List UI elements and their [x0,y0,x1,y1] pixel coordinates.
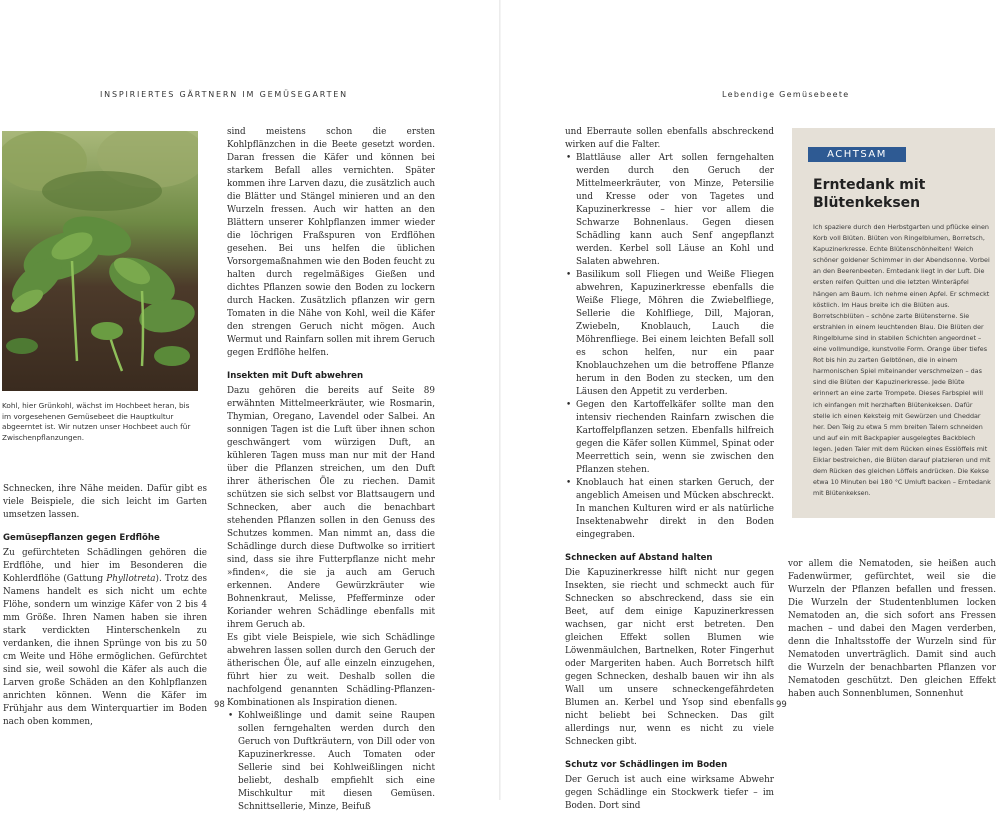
photo-caption: Kohl, hier Grünkohl, wächst im Hochbeet heran, bis im vorgesehenen Gemüsebeet die Hauptkultur abgeerntet ist. Wir nutzen unser Hochbeet auch für Zwischenpflanzungen. [2,401,191,442]
running-head-left: INSPIRIERTES GÄRTNERN IM GEMÜSEGARTEN [100,90,348,99]
section-heading: Schnecken auf Abstand halten [565,553,713,563]
paragraph: Es gibt viele Beispiele, wie sich Schädlinge abwehren lassen sollen durch den Geruch der ätherischen Öle, auf alle einzeln einzugehen, führt hier zu weit. Deshalb sollen die nachfolgend genannten Schädling-Pflanzen-Kombinationen als Inspiration dienen. [227,633,435,708]
paragraph: sind meistens schon die ersten Kohlpflänzchen in die Beete gesetzt worden. Daran fressen die Käfer und können bei starkem Befall alles vernichten. Später kommen ihre Larven dazu, die zusätzlich auch die Blätter und Stängel minieren und an den Wurzeln fressen. Auch wir hatten an den Blättern unserer Kohlpflanzen immer wieder die löchrigen Fraßspuren von Erdflöhen gesehen. Bei uns helfen die üblichen Vorsorgemaßnahmen wie den Boden feucht zu halten durch regelmäßiges Gießen und dichtes Pflanzen sowie den Boden zu lockern durch Hacken. Zusätzlich pflanzen wir gern Tomaten in die Nähe von Kohl, weil die Käfer den strengen Geruch nicht mögen. Auch Wermut und Rainfarn sollen mit ihrem Geruch gegen Erdflöhe helfen. [227,127,436,358]
bullet-list [565,152,774,542]
list-item: • Blattläuse aller Art sollen ferngehalten werden durch den Geruch der Mittelmeerkräuter, von Minze, Petersilie und Kresse oder von Tagetes und Kapuzinerkresse – hier vor allem die Schwarze Bohnenlaus. Gegen diesen Schädling kann auch Senf angepflanzt werden. Kerbel soll Läuse an Kohl und Salaten abwehren. [576,152,774,269]
bullet-list [227,710,435,814]
running-head-right: Lebendige Gemüsebeete [722,90,850,99]
left-column-1 [3,483,207,729]
paragraph: vor allem die Nematoden, sie heißen auch Fadenwürmer, gefürchtet, weil sie die Wurzeln der Pflanzen befallen und fressen. Die Wurzeln der Studentenblumen locken Nematoden an, die sich sofort ans Fressen machen – und dabei den Magen verderben, denn die Inhaltsstoffe der Wurzeln sind für Nematoden unverträglich. Damit sind auch die Wurzeln der benachbarten Pflanzen vor Nematoden geschützt. Den gleichen Effekt haben auch Sonnenblumen, Sonnenhut [788,559,996,699]
section-heading: Schutz vor Schädlingen im Boden [565,760,728,770]
paragraph: Dazu gehören die bereits auf Seite 89 erwähnten Mittelmeerkräuter, wie Rosmarin, Thymian, Oregano, Lavendel oder Salbei. An sonnigen Tagen ist die Luft über ihnen schon geschwängert vom würzigen Duft, an kühleren Tagen muss man nur mit der Hand über die Pflanzen streichen, um den Duft ihrer ätherischen Öle zu riechen. Damit schützen sie sich selbst vor Blattsaugern und Schnecken, aber auch die benachbart stehenden Pflanzen sollen in den Genuss des Schutzes kommen. Man nimmt an, dass die Schädlinge durch diese Duftwolke so irritiert sind, dass sie ihre Futterpflanze nicht mehr »finden«, die sie ja auch am Geruch erkennen. Andere Gewürzkräuter wie Bohnenkraut, Melisse, Pfefferminze oder Koriander wehren Schädlinge ebenfalls mit ihrem Geruch ab. [227,386,435,630]
paragraph: Die Kapuzinerkresse hilft nicht nur gegen Insekten, sie riecht und schmeckt auch für Schnecken so abschreckend, dass sie ein Beet, auf dem einige Kapuzinerkressen wachsen, gar nicht erst betreten. Den gleichen Effekt sollen Blumen wie Löwenmäulchen, Bartnelken, Roter Fingerhut oder Margeriten haben. Auch Borretsch hilft gegen Schnecken, deshalb bauen wir ihn als Wall um unsere schneckengefährdeten Blumen an. Kerbel und Ysop sind ebenfalls nicht beliebt bei Schnecken. Das gilt allerdings nur, wenn es nicht zu viele Schnecken gibt. [565,568,774,747]
list-item: • Gegen den Kartoffelkäfer sollte man den intensiv riechenden Rainfarn zwischen die Kartoffelpflanzen setzen. Ebenfalls hilfreich gegen die Käfer sollen Kümmel, Spinat oder Meerrettich sein, wenn sie zwischen den Pflanzen stehen. [576,399,774,477]
paragraph: und Eberraute sollen ebenfalls abschreckend wirken auf die Falter. [565,127,774,150]
list-item: • Kohlweißlinge und damit seine Raupen sollen ferngehalten werden durch den Geruch von Duftkräutern, von Dill oder von Kapuzinerkresse. Auch Tomaten oder Sellerie sind bei Kohlweißlingen nicht beliebt, deshalb empfiehlt sich eine Mischkultur mit diesen Gemüsen. Schnittsellerie, Minze, Beifuß [238,710,435,814]
achtsam-badge: ACHTSAM [808,147,906,162]
list-item: • Knoblauch hat einen starken Geruch, der angeblich Ameisen und Mücken abschreckt. In manchen Kulturen wird er als natürliche Insektenabwehr direkt in den Boden eingegraben. [576,477,774,542]
kale-photo [2,131,198,391]
list-item: • Basilikum soll Fliegen und Weiße Fliegen abwehren, Kapuzinerkresse ebenfalls die Weiße Fliege, Möhren die Zwiebelfliege, Sellerie die Kohlfliege, Dill, Majoran, Zwiebeln, Knoblauch, Lauch die Möhrenfliege. Bei einem leichten Befall soll es schon helfen, nur ein paar Knoblauchzehen um die betroffene Pflanze herum in den Boden zu stecken, um den Läusen den Appetit zu verderben. [576,269,774,399]
right-column-1 [565,126,774,813]
page-number-right: 99 [776,700,787,710]
box-text: Ich spaziere durch den Herbstgarten und pflücke einen Korb voll Blüten. Blüten von Ringelblumen, Borretsch, Kapuzinerkresse. Echte Blütenschönheiten! Welch schöner goldener Schimmer in der Abendsonne. Vorbei an den Beerenbeeten. Erntedank liegt in der Luft. Die ersten reifen Quitten und die letzten Winteräpfel hängen am Baum. Ich nehme einen Apfel. Er schmeckt köstlich. Im Haus breite ich die Blüten aus. Borretschblüten – schöne zarte Blütensterne. Sie erstrahlen in einem leuchtenden Blau. Die Blüten der Ringelblume sind in stabilen Schichten angeordnet – eine vollmundige, kunstvolle Form. Orange über tiefes Rot bis hin zu zarten Gelbtönen, die in einem harmonischen Spiel miteinander verschmelzen – das sind die Blüten der Kapuzinerkresse. Jede Blüte erinnert an eine zarte Trompete. Dieses Farbspiel will ich einfangen mit herzhaften Blütenkeksen. Dafür stelle ich einen Keksteig mit Gewürzen und Cheddar her. Den Teig zu etwa 5 mm breiten Talern schneiden und auf ein mit Backpapier ausgelegtes Backblech legen. Jeden Taler mit dem Rücken eines Esslöffels mit Eiklar bestreichen, die Blüten darauf platzieren und mit dem Rücken des gleichen Löffels andrücken. Die Kekse etwa 10 Minuten bei 180 °C Umluft backen – Erntedank mit Blütenkeksen. [813,223,991,498]
right-column-2 [788,558,996,701]
left-column-2 [227,126,435,814]
paragraph: Der Geruch ist auch eine wirksame Abwehr gegen Schädlinge ein Stockwerk tiefer – im Boden. Dort sind [565,775,774,811]
box-title: Erntedank mit Blütenkeksen [813,177,926,211]
left-page [0,0,500,812]
paragraph: Zu gefürchteten Schädlingen gehören die Erdflöhe, und hier im Besonderen die Kohlerdflöhe (Gattung Phyllotreta). Trotz des Namens handelt es sich nicht um echte Flöhe, sondern um winzige Käfer von 2 bis 4 mm Größe. Ihren Namen haben sie ihren stark verdickten Hinterschenkeln zu verdanken, die ihnen Sprünge von bis zu 50 cm Weite und Höhe ermöglichen. Gefürchtet sind sie, weil sowohl die Käfer als auch die Larven große Schäden an den Kohlpflanzen anrichten können. Wenn die Käfer im Frühjahr aus dem Winterquartier im Boden nach oben kommen, [3,548,207,727]
paragraph: Schnecken, ihre Nähe meiden. Dafür gibt es viele Beispiele, die sich leicht im Garten umsetzen lassen. [3,484,207,520]
page-number-left: 98 [214,700,225,710]
section-heading: Insekten mit Duft abwehren [227,371,364,381]
section-heading: Gemüsepflanzen gegen Erdflöhe [3,533,160,543]
